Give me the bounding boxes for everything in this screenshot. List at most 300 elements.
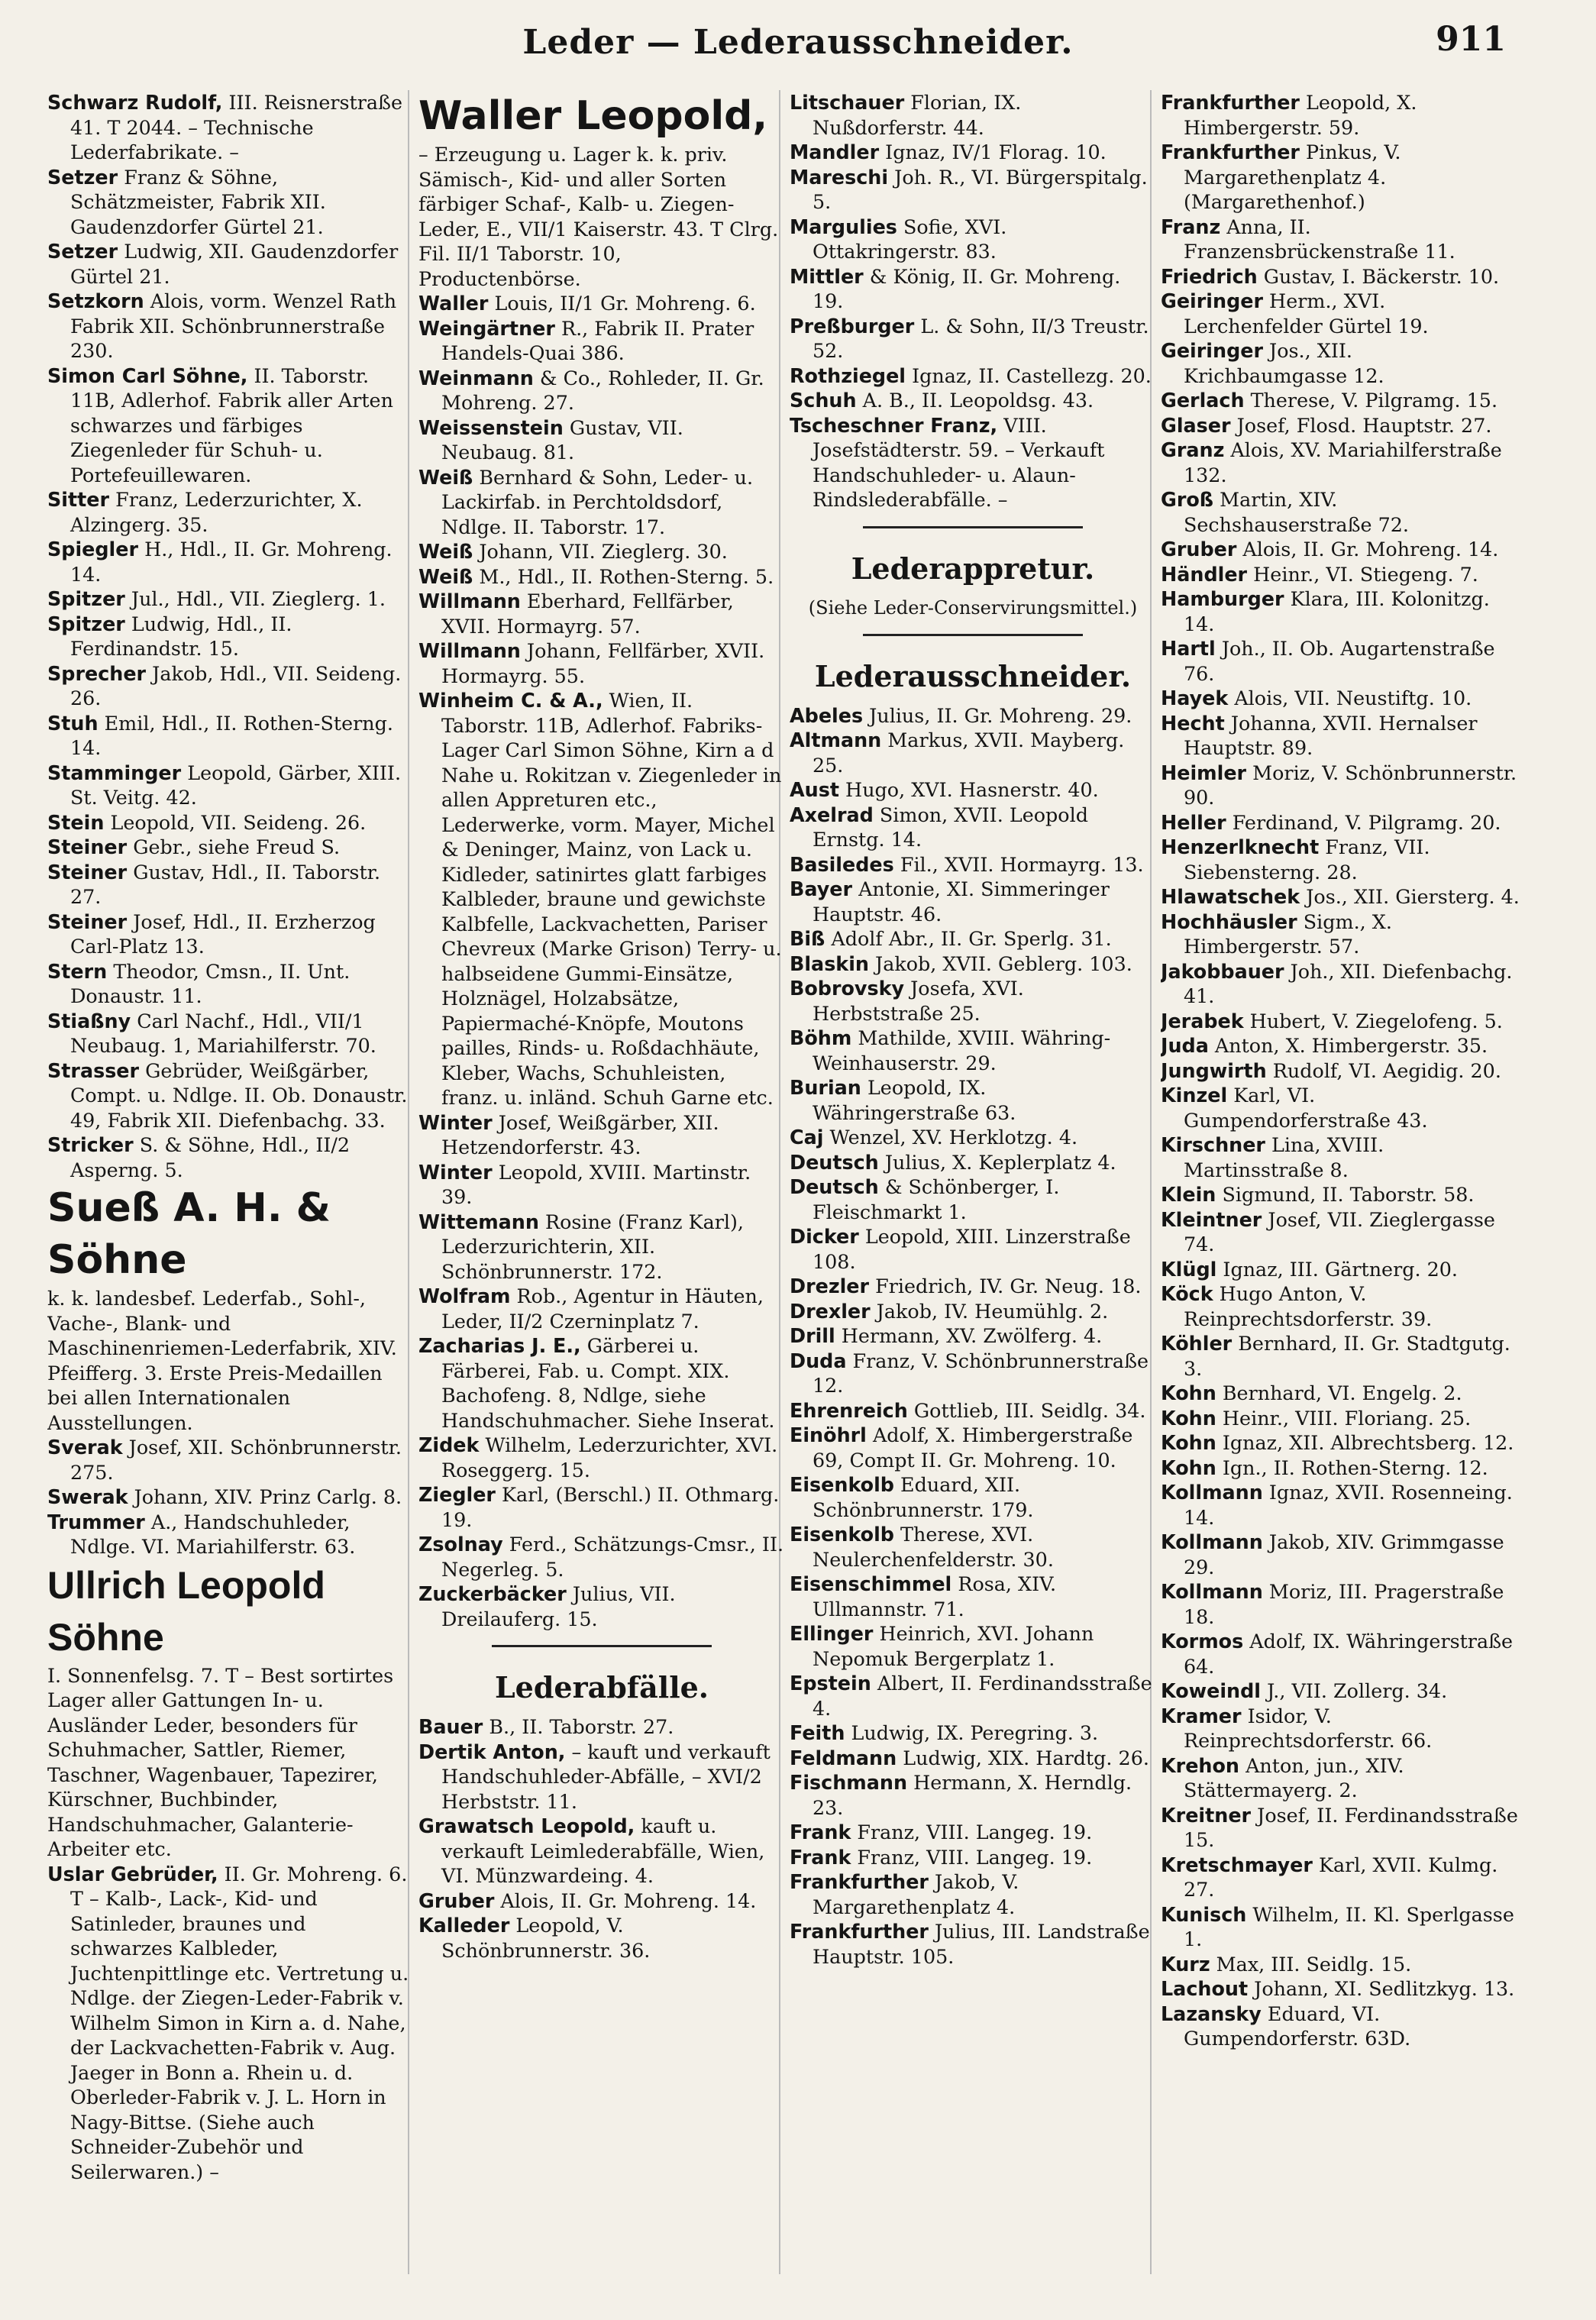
listing-details: Wilhelm, Lederzurichter, XVI. Roseggerg. 15. — [441, 1433, 778, 1482]
listing-entry — [1161, 884, 1520, 910]
listing-entry — [1161, 959, 1520, 1009]
listing-entry — [47, 711, 414, 761]
listing-details: Isidor, V. Reinprechtsdorferstr. 66. — [1184, 1704, 1433, 1752]
listing-name: Bayer — [790, 877, 852, 900]
listing-details: I. Sonnenfelsg. 7. T – Best sortirtes Lager aller Gattungen In- u. Ausländer Leder, besonders für Schuhmacher, Sattler, Riemer, Taschner, Wagenbauer, Tapezirer, Kürschner, Buchbinder, Handschuhmacher, Galanterie-Arbeiter etc. — [47, 1663, 394, 1860]
listing-name: Zidek — [418, 1433, 480, 1456]
listing-details: Albert, II. Ferdinandsstraße 4. — [813, 1672, 1152, 1720]
listing-entry — [47, 612, 414, 661]
listing-name: Simon Carl Söhne, — [47, 364, 248, 387]
listing-details: & Schönberger, I. Fleischmarkt 1. — [813, 1175, 1060, 1223]
listing-name: Basiledes — [790, 852, 894, 876]
listing-name: Aust — [790, 778, 839, 801]
listing-details: & Co., Rohleder, II. Gr. Mohreng. 27. — [441, 366, 764, 414]
listing-details: Gustav, VII. Neubaug. 81. — [441, 415, 683, 464]
listing-name: Setzer — [47, 240, 118, 263]
listing-name: Altmann — [790, 729, 882, 751]
listing-name: Steiner — [47, 860, 128, 884]
listing-entry — [1161, 537, 1520, 562]
listing-details: Johanna, XVII. Hernalser Hauptstr. 89. — [1184, 711, 1478, 759]
listing-details: Karl, XVII. Kulmg. 27. — [1184, 1853, 1498, 1901]
listing-details: kauft u. verkauft Leimlederabfälle, Wien, VI. Münzwardeing. 4. — [441, 1814, 765, 1887]
listing-name: Ellinger — [790, 1622, 874, 1645]
listing-details: Johann, VII. Zieglerg. 30. — [473, 540, 728, 563]
listing-name: Dertik Anton, — [418, 1740, 566, 1763]
listing-details: Wilhelm, II. Kl. Sperlgasse 1. — [1184, 1902, 1514, 1950]
listing-entry — [1161, 215, 1520, 264]
listing-entry — [418, 638, 785, 688]
listing-entry — [790, 1323, 1156, 1349]
listing-name: Groß — [1161, 488, 1214, 511]
page-number: 911 — [1436, 20, 1506, 59]
listing-entry — [1161, 1430, 1520, 1456]
listing-name: Gruber — [418, 1889, 495, 1912]
listing-entry — [1161, 289, 1520, 338]
listing-details: Jakob, Hdl., VII. Seideng. 26. — [70, 661, 402, 709]
listing-name: Frankfurther — [1161, 141, 1300, 163]
listing-name: Hlawatschek — [1161, 885, 1300, 908]
listing-entry — [47, 661, 414, 711]
listing-entry — [418, 1482, 785, 1532]
listing-entry — [418, 316, 785, 366]
listing-name: Frankfurther — [790, 1870, 929, 1893]
listing-name: Klügl — [1161, 1257, 1217, 1281]
listing-name: Kollmann — [1161, 1580, 1263, 1603]
listing-name: Stern — [47, 959, 108, 983]
listing-name: Feldmann — [790, 1746, 897, 1769]
listing-name: Kollmann — [1161, 1481, 1263, 1504]
listing-entry — [1161, 1456, 1520, 1481]
listing-details: Gebrüder, Weißgärber, Compt. u. Ndlge. II. Ob. Donaustr. 49, Fabrik XII. Diefenbachg. 33. — [70, 1058, 408, 1132]
listing-name: Eisenschimmel — [790, 1572, 952, 1595]
listing-details: Ludwig, XII. Gaudenzdorfer Gürtel 21. — [70, 240, 399, 288]
listing-entry — [1161, 1182, 1520, 1207]
listing-name: Rothziegel — [790, 364, 906, 387]
listing-details: – Erzeugung u. Lager k. k. priv. Sämisch-, Kid- und aller Sorten färbiger Schaf-, Kalb- u. Ziegen-Leder, E., VII/1 Kaiserstr. 43. T Clrg. Fil. II/1 Taborstr. 10, Productenbörse. — [418, 143, 779, 290]
listing-name: Köhler — [1161, 1332, 1233, 1355]
listing-entry — [790, 877, 1156, 926]
listing-name: Margulies — [790, 215, 897, 238]
listing-entry — [47, 1862, 414, 2185]
listing-entry — [418, 366, 785, 415]
listing-details: A. B., II. Leopoldsg. 43. — [856, 389, 1094, 412]
listing-details: Jakob, XIV. Grimmgasse 29. — [1184, 1530, 1504, 1578]
listing-entry — [790, 1472, 1156, 1522]
listing-name: Hamburger — [1161, 587, 1284, 610]
listing-name: Wittemann — [418, 1210, 539, 1233]
listing-name: Spitzer — [47, 612, 125, 635]
listing-details: Josef, XII. Schönbrunnerstr. 275. — [70, 1436, 402, 1484]
listing-name: Sprecher — [47, 661, 147, 685]
listing-entry — [790, 1349, 1156, 1398]
listing-entry — [790, 413, 1156, 512]
listing-details: Rosa, XIV. Ullmannstr. 71. — [813, 1572, 1057, 1620]
section-rule — [863, 526, 1083, 528]
listing-name: Spitzer — [47, 587, 125, 610]
listing-name: Weingärtner — [418, 316, 555, 340]
listing-name: Kohn — [1161, 1431, 1216, 1454]
listing-entry — [47, 289, 414, 364]
listing-name: Köck — [1161, 1282, 1213, 1305]
column-2 — [418, 90, 785, 2289]
listing-details: Florian, IX. Nußdorferstr. 44. — [813, 91, 1022, 139]
listing-name: Axelrad — [790, 803, 874, 826]
listing-entry — [47, 537, 414, 586]
listing-name: Epstein — [790, 1672, 871, 1695]
listing-name: Weiß — [418, 465, 473, 489]
listing-entry — [790, 1175, 1156, 1224]
listing-entry — [47, 1510, 414, 1559]
listing-entry — [47, 1133, 414, 1182]
listing-details: Leopold, XVIII. Martinstr. 39. — [441, 1160, 751, 1208]
listing-details: Eberhard, Fellfärber, XVII. Hormayrg. 57. — [441, 590, 734, 638]
listing-details: Adolf Abr., II. Gr. Sperlg. 31. — [825, 927, 1112, 950]
listing-details: Josef, Weißgärber, XII. Hetzendorferstr. 43. — [441, 1110, 719, 1158]
listing-details: Ignaz, XII. Albrechtsberg. 12. — [1216, 1431, 1514, 1454]
listing-name: Heimler — [1161, 761, 1247, 784]
listing-entry — [790, 1522, 1156, 1572]
listing-entry — [1161, 1530, 1520, 1579]
listing-details: Max, III. Seidlg. 15. — [1210, 1952, 1412, 1976]
listing-name: Kalleder — [418, 1914, 510, 1937]
listing-entry — [1161, 1629, 1520, 1679]
listing-details: Rudolf, VI. Aegidig. 20. — [1266, 1058, 1501, 1082]
listing-name: Kurz — [1161, 1952, 1210, 1976]
listing-entry — [1161, 835, 1520, 884]
listing-name: Händler — [1161, 562, 1248, 586]
listing-details: Joh., XII. Diefenbachg. 41. — [1184, 959, 1513, 1007]
listing-details: Julius, VII. Dreilauferg. 15. — [441, 1582, 676, 1630]
listing-entry — [418, 465, 785, 540]
listing-entry — [418, 291, 785, 316]
listing-entry — [790, 1274, 1156, 1299]
listing-entry — [47, 1435, 414, 1485]
listing-entry — [1161, 761, 1520, 810]
listing-name: Jakobbauer — [1161, 959, 1284, 983]
listing-details: Leopold, IX. Währingerstraße 63. — [813, 1076, 1016, 1124]
listing-entry — [1161, 388, 1520, 413]
listing-name: Kunisch — [1161, 1902, 1247, 1926]
listing-entry — [1161, 910, 1520, 959]
page-header — [0, 0, 1596, 70]
listing-entry — [790, 1150, 1156, 1175]
listing-details: II. Taborstr. 11B, Adlerhof. Fabrik aller Arten schwarzes und färbiges Ziegenleder für Schuh- u. Portefeuillewaren. — [70, 364, 393, 486]
listing-entry — [1161, 711, 1520, 761]
listing-entry — [1161, 1257, 1520, 1282]
listing-details: Theodor, Cmsn., II. Unt. Donaustr. 11. — [70, 959, 351, 1007]
listing-entry — [418, 90, 785, 291]
listing-entry — [1161, 1753, 1520, 1803]
listing-details: Sigm., X. Himbergerstr. 57. — [1184, 910, 1392, 958]
listing-details: Ignaz, XVII. Rosenneing. 14. — [1184, 1481, 1513, 1529]
listing-name: Koweindl — [1161, 1679, 1262, 1702]
listing-name: Biß — [790, 927, 825, 950]
listing-entry — [1161, 413, 1520, 438]
listing-entry — [1161, 1679, 1520, 1704]
listing-entry — [790, 264, 1156, 314]
listing-name: Jungwirth — [1161, 1058, 1267, 1082]
listing-name: Kinzel — [1161, 1084, 1228, 1107]
listing-entry — [790, 1299, 1156, 1324]
listing-entry — [47, 239, 414, 289]
listing-entry — [790, 1869, 1156, 1919]
listing-details: Ignaz, II. Castellezg. 20. — [906, 364, 1152, 387]
listing-details: Ignaz, III. Gärtnerg. 20. — [1216, 1257, 1458, 1281]
listing-entry — [1161, 1381, 1520, 1406]
listing-name: Fischmann — [790, 1771, 908, 1794]
section-rule — [863, 634, 1083, 636]
listing-name: Stuh — [47, 711, 99, 735]
column-4 — [1161, 90, 1520, 2289]
listing-details: Jul., Hdl., VII. Zieglerg. 1. — [124, 587, 386, 610]
listing-entry — [1161, 1281, 1520, 1331]
listing-name: Heller — [1161, 810, 1226, 834]
listing-name: Tscheschner Franz, — [790, 413, 998, 437]
listing-name: Stiaßny — [47, 1009, 131, 1032]
listing-details: Franz, VIII. Langeg. 19. — [851, 1821, 1093, 1843]
listing-entry — [418, 1433, 785, 1482]
listing-name: Setzkorn — [47, 289, 144, 312]
listing-details: Ignaz, IV/1 Florag. 10. — [879, 141, 1107, 163]
listing-name: Lazansky — [1161, 2002, 1262, 2025]
listing-name: Eisenkolb — [790, 1473, 894, 1496]
listing-details: Franz, VIII. Langeg. 19. — [851, 1845, 1093, 1869]
listing-name: Kleintner — [1161, 1207, 1262, 1231]
listing-details: Leopold, X. Himbergerstr. 59. — [1184, 91, 1417, 139]
listing-details: Therese, XVI. Neulerchenfelderstr. 30. — [813, 1523, 1054, 1571]
listing-details: Simon, XVII. Leopold Ernstg. 14. — [813, 803, 1088, 851]
listing-entry — [1161, 1331, 1520, 1381]
listing-name: Juda — [1161, 1034, 1209, 1057]
listing-entry — [790, 852, 1156, 877]
listing-details: H., Hdl., II. Gr. Mohreng. 14. — [70, 538, 393, 586]
listing-details: Hermann, XV. Zwölferg. 4. — [835, 1324, 1103, 1347]
listing-details: Franz & Söhne, Schätzmeister, Fabrik XII. Gaudenzdorfer Gürtel 21. — [70, 165, 326, 238]
listing-details: S. & Söhne, Hdl., II/2 Asperng. 5. — [70, 1133, 351, 1181]
listing-details: M., Hdl., II. Rothen-Sterng. 5. — [473, 564, 774, 588]
featured-firm-name: Waller Leopold, — [418, 93, 768, 139]
listing-name: Eisenkolb — [790, 1523, 894, 1546]
listing-entry — [47, 364, 414, 488]
listing-name: Deutsch — [790, 1175, 879, 1198]
listing-entry — [418, 1814, 785, 1889]
listing-entry — [790, 1671, 1156, 1721]
listing-name: Zacharias J. E., — [418, 1334, 581, 1357]
listing-details: A., Handschuhleder, Ndlge. VI. Mariahilferstr. 63. — [70, 1510, 356, 1558]
listing-entry — [47, 910, 414, 959]
listing-entry — [418, 688, 785, 1110]
section-heading: Lederausschneider. — [814, 658, 1132, 693]
listing-entry — [790, 388, 1156, 413]
listing-entry — [790, 1770, 1156, 1820]
listing-name: Dicker — [790, 1225, 859, 1248]
listing-name: Steiner — [47, 910, 128, 933]
listing-name: Steiner — [47, 835, 128, 858]
listing-name: Swerak — [47, 1485, 128, 1508]
listing-entry — [1161, 1480, 1520, 1530]
section-rule — [492, 1645, 712, 1647]
listing-entry — [1161, 686, 1520, 711]
listing-details: Karl, VI. Gumpendorferstraße 43. — [1184, 1084, 1428, 1132]
listing-entry — [790, 1398, 1156, 1423]
listing-name: Stricker — [47, 1133, 134, 1156]
listing-details: Josef, VII. Zieglergasse 74. — [1184, 1207, 1495, 1255]
listing-entry — [47, 1485, 414, 1510]
listing-details: Eduard, VI. Gumpendorferstr. 63D. — [1184, 2002, 1411, 2050]
listing-name: Kretschmayer — [1161, 1853, 1313, 1876]
listing-name: Ehrenreich — [790, 1398, 908, 1422]
listing-details: Josef, Hdl., II. Erzherzog Carl-Platz 13. — [70, 910, 376, 958]
listing-details: Bernhard, II. Gr. Stadtgutg. 3. — [1184, 1332, 1510, 1380]
listing-name: Drexler — [790, 1299, 871, 1323]
listing-details: Fil., XVII. Hormayrg. 13. — [893, 852, 1144, 876]
listing-details: Hugo Anton, V. Reinprechtsdorferstr. 39. — [1184, 1282, 1433, 1330]
listing-details: Leopold, V. Schönbrunnerstr. 36. — [441, 1914, 651, 1962]
featured-firm-name: Ullrich Leopold Söhne — [47, 1563, 325, 1659]
listing-details: Gebr., siehe Freud S. — [127, 835, 341, 858]
listing-name: Ziegler — [418, 1483, 496, 1506]
listing-name: Zuckerbäcker — [418, 1582, 567, 1605]
listing-name: Kreitner — [1161, 1803, 1252, 1827]
column-3 — [790, 90, 1156, 2289]
listing-name: Friedrich — [1161, 264, 1258, 288]
listing-details: Jakob, XVII. Geblerg. 103. — [868, 952, 1132, 975]
listing-name: Klein — [1161, 1183, 1216, 1206]
listing-name: Kirschner — [1161, 1133, 1265, 1156]
listing-details: Johann, XI. Sedlitzkyg. 13. — [1248, 1977, 1515, 2000]
listing-name: Sitter — [47, 488, 110, 511]
listing-name: Stamminger — [47, 761, 182, 784]
listing-entry — [47, 586, 414, 612]
listing-name: Trummer — [47, 1510, 145, 1533]
listing-details: Hugo, XVI. Hasnerstr. 40. — [838, 778, 1099, 801]
listing-name: Hartl — [1161, 637, 1216, 660]
listing-details: Alois, vorm. Wenzel Rath Fabrik XII. Schönbrunnerstraße 230. — [70, 289, 397, 362]
listing-entry — [1161, 1058, 1520, 1084]
listing-name: Spiegler — [47, 538, 139, 561]
listing-details: R., Fabrik II. Prater Handels-Quai 386. — [441, 316, 754, 364]
listing-name: Bauer — [418, 1715, 483, 1738]
listing-entry — [790, 976, 1156, 1026]
listing-name: Hecht — [1161, 711, 1225, 735]
listing-name: Caj — [790, 1126, 824, 1149]
section-heading: Lederabfälle. — [494, 1670, 709, 1704]
listing-entry — [418, 539, 785, 564]
listing-name: Grawatsch Leopold, — [418, 1814, 635, 1837]
listing-name: Kohn — [1161, 1381, 1216, 1404]
listing-entry — [790, 1423, 1156, 1472]
listing-details: Joh., II. Ob. Augartenstraße 76. — [1184, 637, 1495, 685]
listing-details: Wenzel, XV. Herklotzg. 4. — [823, 1126, 1078, 1149]
listing-details: Jakob, IV. Heumühlg. 2. — [870, 1299, 1109, 1323]
listing-entry — [47, 487, 414, 537]
listing-entry — [418, 1889, 785, 1914]
listing-details: Moriz, III. Pragerstraße 18. — [1184, 1580, 1504, 1628]
listing-details: Ign., II. Rothen-Sterng. 12. — [1216, 1456, 1488, 1479]
listing-entry — [1161, 1133, 1520, 1182]
listing-entry — [47, 165, 414, 240]
listing-details: Anton, jun., XIV. Stättermayerg. 2. — [1184, 1753, 1404, 1801]
listing-name: Geiringer — [1161, 289, 1263, 312]
listing-entry — [790, 140, 1156, 165]
listing-details: Sofie, XVI. Ottakringerstr. 83. — [813, 215, 1007, 263]
listing-name: Drezler — [790, 1275, 870, 1297]
listing-name: Kohn — [1161, 1456, 1216, 1479]
listing-entry — [418, 564, 785, 590]
listing-entry — [790, 1845, 1156, 1870]
listing-name: Hayek — [1161, 687, 1229, 709]
listing-name: Setzer — [47, 165, 118, 189]
listing-name: Mandler — [790, 141, 880, 163]
listing-details: Julius, X. Keplerplatz 4. — [878, 1150, 1116, 1174]
listing-details: Rob., Agentur in Häuten, Leder, II/2 Czerninplatz 7. — [441, 1284, 764, 1333]
section-heading: Lederappretur. — [851, 551, 1095, 586]
listing-entry — [47, 761, 414, 810]
listing-details: Ludwig, XIX. Hardtg. 26. — [897, 1746, 1149, 1769]
listing-name: Mittler — [790, 264, 864, 288]
listing-name: Winheim C. & A., — [418, 689, 603, 712]
listing-name: Uslar Gebrüder, — [47, 1862, 218, 1885]
listing-details: J., VII. Zollerg. 34. — [1261, 1679, 1448, 1702]
listing-details: Gustav, I. Bäckerstr. 10. — [1257, 264, 1500, 288]
listing-name: Burian — [790, 1076, 861, 1099]
listing-details: Karl, (Berschl.) II. Othmarg. 19. — [441, 1483, 780, 1531]
listing-name: Willmann — [418, 590, 521, 612]
listing-details: Therese, V. Pilgramg. 15. — [1244, 389, 1498, 412]
listing-entry — [790, 1721, 1156, 1746]
listing-entry — [1161, 140, 1520, 215]
listing-entry — [47, 1009, 414, 1058]
listing-name: Stein — [47, 810, 105, 834]
listing-entry — [790, 1572, 1156, 1621]
listing-name: Lachout — [1161, 1977, 1249, 2000]
listing-details: Anna, II. Franzensbrückenstraße 11. — [1184, 215, 1455, 263]
listing-name: Hochhäusler — [1161, 910, 1297, 933]
listing-name: Frankfurther — [790, 1920, 929, 1943]
listing-details: Eduard, XII. Schönbrunnerstr. 179. — [813, 1473, 1034, 1521]
listing-entry — [790, 1125, 1156, 1150]
listing-entry — [1161, 264, 1520, 289]
listing-entry — [418, 1740, 785, 1814]
listing-details: Adolf, IX. Währingerstraße 64. — [1184, 1630, 1514, 1678]
listing-name: Zsolnay — [418, 1533, 503, 1556]
listing-details: Bernhard, VI. Engelg. 2. — [1216, 1381, 1462, 1404]
listing-details: Josef, Flosd. Hauptstr. 27. — [1230, 413, 1492, 437]
listing-name: Kollmann — [1161, 1530, 1263, 1553]
listing-details: Alois, XV. Mariahilferstraße 132. — [1184, 438, 1502, 486]
listing-entry — [47, 860, 414, 910]
listing-entry — [1161, 1033, 1520, 1058]
listing-details: III. Reisnerstraße 41. T 2044. – Technische Lederfabrikate. – — [70, 91, 403, 163]
listing-entry — [1161, 1207, 1520, 1257]
listing-name: Granz — [1161, 438, 1225, 461]
listing-details: Gustav, Hdl., II. Taborstr. 27. — [70, 860, 381, 908]
listing-entry — [1161, 338, 1520, 388]
listing-entry — [1161, 438, 1520, 487]
listing-details: Antonie, XI. Simmeringer Hauptstr. 46. — [813, 877, 1110, 926]
listing-name: Willmann — [418, 639, 521, 662]
listing-details: Johann, Fellfärber, XVII. Hormayrg. 55. — [441, 639, 765, 687]
listing-entry — [418, 1714, 785, 1740]
listing-details: Hubert, V. Ziegelofeng. 5. — [1243, 1009, 1503, 1032]
listing-name: Mareschi — [790, 165, 889, 189]
listing-details: Franz, V. Schönbrunnerstraße 12. — [813, 1349, 1149, 1397]
listing-entry — [790, 1224, 1156, 1274]
listing-entry — [790, 1075, 1156, 1125]
listing-details: Leopold, VII. Seideng. 26. — [104, 810, 367, 834]
listing-name: Franz — [1161, 215, 1221, 238]
listing-entry — [418, 1210, 785, 1284]
